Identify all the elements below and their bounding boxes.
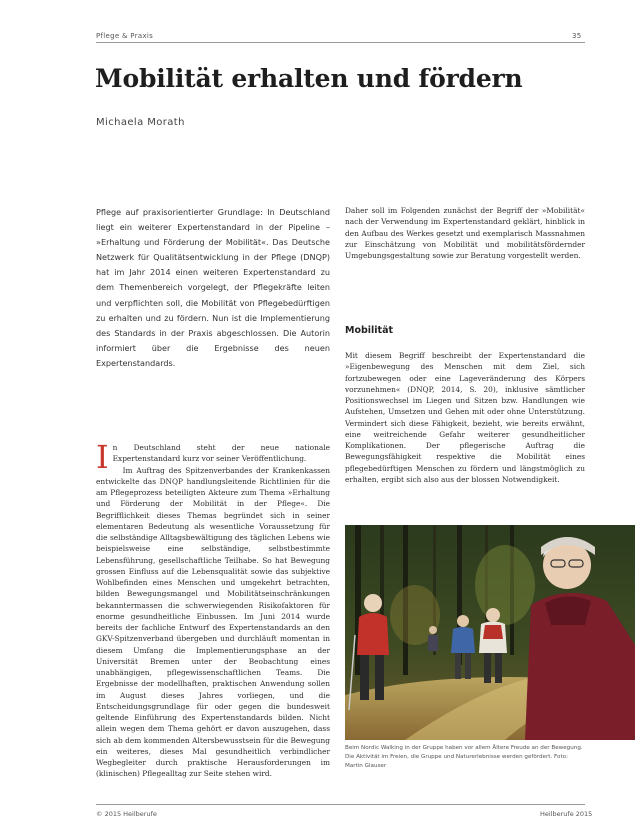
photo-caption: Beim Nordic Walking in der Gruppe haben vor allem Ältere Freude an der Bewegung. Die Aktivität im Freien, die Gruppe und Naturerlebnisse werden gefördert. Foto: Martin Glauser (345, 745, 583, 769)
footer-left: © 2015 Heilberufe (96, 810, 157, 818)
photo-caption-block (345, 744, 585, 770)
article-photo (345, 525, 635, 740)
nordic-walking-photo (345, 525, 635, 740)
lead-block (96, 205, 330, 371)
intro-paragraph-2: Im Auftrag des Spitzenverbandes der Krankenkassen entwickelte das DNQP handlungsleitende Richtlinien für die am Pflegeprozess beteiligten Akteure zum Thema »Erhaltung und Förderung der Mobilität in der Pflege«. Die Begrifflichkeit dieses Themas begründet sich in seiner elementaren Bedeutung als wesentliche Voraussetzung für die selbständige Alltagsbewältigung des täglichen Lebens wie beispielsweise eine selbständige, selbstbestimmte Lebensführung, gesellschaftliche Teilhabe. So hat Bewegung grossen Einfluss auf die Lebensqualität sowie das subjektive Wohlbefinden eines Menschen und umgekehrt betrachten, bilden Bewegungsmangel und Mobilitätseinschränkungen bekanntermassen die schwerwiegenden Risikofaktoren für enorme gesundheitliche Einbussen. Im Juni 2014 wurde bereits der fachliche Entwurf des Expertenstandards an den GKV-Spitzenverband übergeben und durchläuft momentan in diesem Umfang die Implementierungsphase an der Universität Bremen unter der Beobachtung eines unabhängigen, pflegewissenschaftlichen Teams. Die Ergebnisse der modellhaften, praktischen Anwendung sollen im August dieses Jahres vorliegen, und die Entscheidungsgrundlage für oder gegen die bundesweit geltende Einführung des Expertenstandards bilden. Nicht allein wegen dem Thema gehört er davon auszugehen, dass sich ab dem kommenden Altersbewusstsein für die Bewegung ein weiteres, dieses Mal gesundheitlich verbindlicher Wegbegleiter durch praktische Herausforderungen im (klinischen) Pflegealltag zur Seite stehen wird. (96, 465, 330, 779)
left-column (96, 442, 330, 800)
right-body-block (345, 350, 585, 510)
page-number: 35 (572, 32, 582, 40)
right-body-paragraph: Mit diesem Begriff beschreibt der Expertenstandard die »Eigenbewegung des Menschen mit dem Ziel, sich fortzubewegen oder eine Lageveränderung des Körpers vorzunehmen« (DNQP, 2014, S. 20), inklusive sämtlicher Positionswechsel im Liegen und Sitzen bzw. Handlungen wie Aufstehen, Umsetzen und Gehen mit oder ohne Unterstützung. Vermindert sich diese Fähigkeit, bezieht, wie bereits erwähnt, eine weitreichende Gefahr weiterer gesundheitlicher Komplikationen. Der pflegerische Auftrag die Bewegungsfähigkeit respektive die Mobilität eines pflegebedürftigen Menschen zu fördern und längstmöglich zu erhalten, ergibt sich also aus der blossen Notwendigkeit. (345, 351, 585, 484)
header-rule (96, 42, 585, 43)
right-intro-paragraph: Daher soll im Folgenden zunächst der Begriff der »Mobilität« nach der Verwendung im Expertenstandard geklärt, hinblick in den Aufbau des Werkes gesetzt und exemplarisch Massnahmen zur Einschätzung von Mobilität und mobilitätsfördernder Umgebungsgestaltung sowie zur Beratung vorgestellt werden. (345, 206, 585, 260)
footer-rule (96, 804, 585, 805)
intro-paragraph-1: n Deutschland steht der neue nationale Expertenstandard kurz vor seiner Veröffentlichung. (112, 443, 330, 464)
right-column (345, 205, 585, 261)
lead-paragraph: Pflege auf praxisorientierter Grundlage: In Deutschland liegt ein weiterer Expertenstandard in der Pipeline – »Erhaltung und Förderung der Mobilität«. Das Deutsche Netzwerk für Qualitätsentwicklung in der Pflege (DNQP) hat im Jahr 2014 einen weiteren Expertenstandard zu dem Themenbereich vorgelegt, der Pflegekräfte leiten und verpflichten soll, die Mobilität von Pflegebedürftigen zu erhalten und zu fördern. Nun ist die Implementierung des Standards in der Praxis abgeschlossen. Die Autorin informiert über die Ergebnisse des neuen Expertenstandards. (96, 207, 330, 368)
running-header: Pflege & Praxis (96, 32, 154, 40)
footer-right: Heilberufe 2015 (540, 810, 593, 818)
article-title: Mobilität erhalten und fördern (95, 64, 523, 93)
article-author: Michaela Morath (96, 117, 185, 128)
drop-cap: I (96, 442, 109, 476)
section-heading: Mobilität (345, 325, 394, 336)
